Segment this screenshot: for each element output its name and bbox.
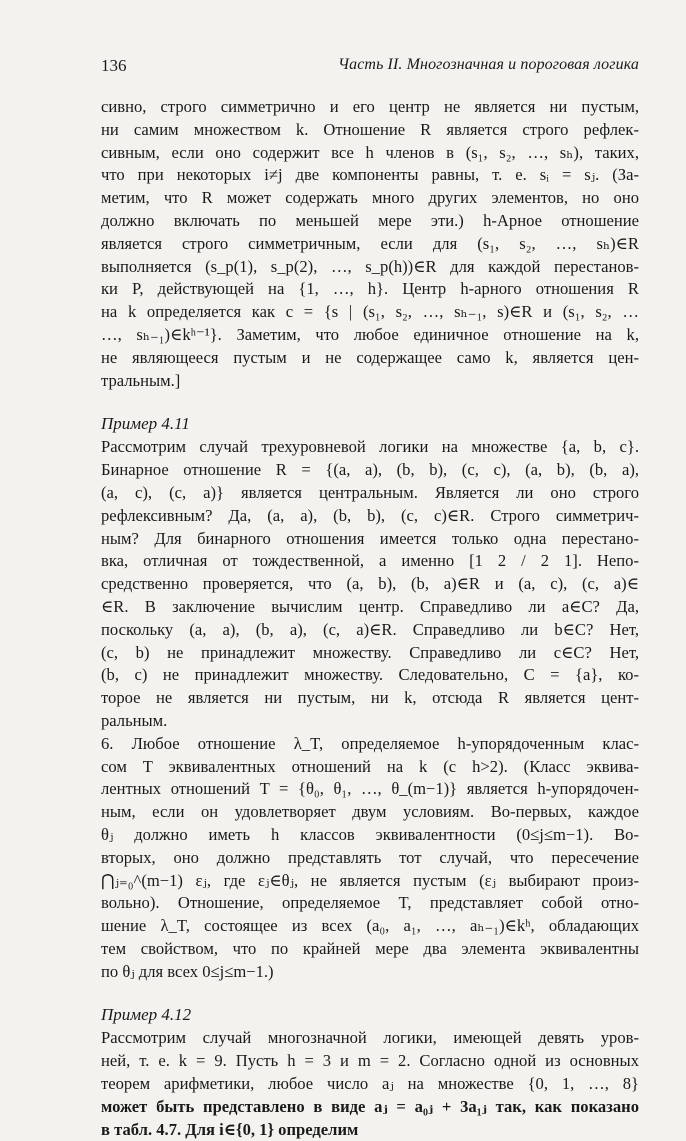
text-line: ральным. [101,710,168,730]
text-line: в табл. 4.7. Для i∈{0, 1} определим [101,1119,359,1139]
text-line: является строго симметричным, если для (s₁, s₂, …, sₕ)∈R [101,233,639,253]
text-line: лентных отношений T = {θ₀, θ₁, …, θ_(m−1)} является h-упорядочен- [101,779,639,799]
text-line: θⱼ должно иметь h классов эквивалентности (0≤j≤m−1). Во- [101,824,639,844]
example-title: Пример 4.12 [101,1005,192,1025]
text-line: шение λ_T, состоящее из всех (a₀, a₁, …, aₕ₋₁)∈kʰ, обладающих [101,916,639,936]
text-line: ∈R. В заключение вычислим центр. Справедливо ли a∈C? Да, [101,596,639,616]
text-line: Рассмотрим случай многозначной логики, имеющей девять уров- [101,1028,639,1048]
text-line: что при некоторых i≠j две компоненты равны, т. е. sᵢ = sⱼ. (За- [101,165,639,185]
text-line: сивным, если оно содержит все h членов в (s₁, s₂, …, sₕ), таких, [101,142,639,162]
text-line: тем свойством, что по крайней мере два элемента эквивалентны [101,938,639,958]
text-line: ни самим множеством k. Отношение R является строго рефлек- [101,119,639,139]
text-line: вторых, оно должно представлять тот случай, что пересечение [101,847,639,867]
text-line: сивно, строго симметрично и его центр не является ни пустым, [101,97,639,116]
text-line: может быть представлено в виде aⱼ = a₀ⱼ + 3a₁ⱼ так, как показано [101,1096,639,1116]
text-line: ⋂ⱼ₌₀^(m−1) εⱼ, где εⱼ∈θⱼ, не является пустым (εⱼ выбирают произ- [101,870,639,890]
running-title: Часть II. Многозначная и пороговая логика [337,56,639,73]
text-line: …, sₕ₋₁)∈kʰ⁻¹}. Заметим, что любое единичное отношение на k, [101,324,639,344]
text-line: (c, b) не принадлежит множеству. Справедливо ли c∈C? Нет, [101,642,639,662]
text-line: (a, c), (c, a)} является центральным. Является ли оно строго [101,482,639,502]
example-4-12 [101,1003,639,1141]
text-line: Рассмотрим случай трехуровневой логики на множестве {a, b, c}. [101,437,639,457]
text-line: теорем арифметики, любое число aⱼ на множестве {0, 1, …, 8} [101,1074,639,1094]
text-line: ки P, действующей на {1, …, h}. Центр h-арного отношения R [101,279,639,299]
text-line: сом T эквивалентных отношений на k (с h>2). (Класс эквива- [101,756,639,776]
text-line: тральным.] [101,370,181,390]
text-line: выполняется (s_p(1), s_p(2), …, s_p(h))∈R для каждой перестанов- [101,256,639,276]
text-line: метим, что R может содержать много других элементов, но оно [101,188,639,208]
example-title: Пример 4.11 [101,414,190,434]
item-6-paragraph [101,733,639,984]
text-line: (b, c) не принадлежит множеству. Следовательно, C = {a}, ко- [101,665,639,685]
body-text [101,96,639,1141]
text-line: Бинарное отношение R = {(a, a), (b, b), (c, c), (a, b), (b, a), [101,460,639,480]
text-line: поскольку (a, a), (b, a), (c, a)∈R. Справедливо ли b∈C? Нет, [101,619,639,639]
page-number: 136 [101,56,127,75]
text-line: вольно). Отношение, определяемое T, представляет собой отно- [101,893,639,913]
page-header [101,56,639,80]
text-line: не являющееся пустым и не содержащее само k, является цен- [101,347,639,367]
text-line: 6. Любое отношение λ_T, определяемое h-упорядоченным клас- [101,733,639,753]
text-line: на k определяется как c = {s | (s₁, s₂, …, sₕ₋₁, s)∈R и (s₁, s₂, … [101,302,639,322]
text-line: средственно проверяется, что (a, b), (b, a)∈R и (a, c), (c, a)∈ [101,574,639,594]
text-line: торое не является ни пустым, ни k, отсюда R является цент- [101,688,639,708]
text-line: рефлексивным? Да, (a, a), (b, b), (c, c)∈R. Строго симметрич- [101,505,639,525]
text-line: ным, если он удовлетворяет двум условиям. Во-первых, каждое [101,802,639,822]
text-line: должно включать по меньшей мере эти.) h-Арное отношение [101,210,639,230]
text-line: ней, т. е. k = 9. Пусть h = 3 и m = 2. Согласно одной из основных [101,1051,639,1071]
text-line: по θⱼ для всех 0≤j≤m−1.) [101,961,274,981]
example-4-11 [101,412,639,732]
text-line: ным? Для бинарного отношения имеется только одна перестано- [101,528,639,548]
text-line: вка, отличная от тождественной, а именно [1 2 / 2 1]. Непо- [101,551,639,571]
continued-paragraph [101,96,639,392]
